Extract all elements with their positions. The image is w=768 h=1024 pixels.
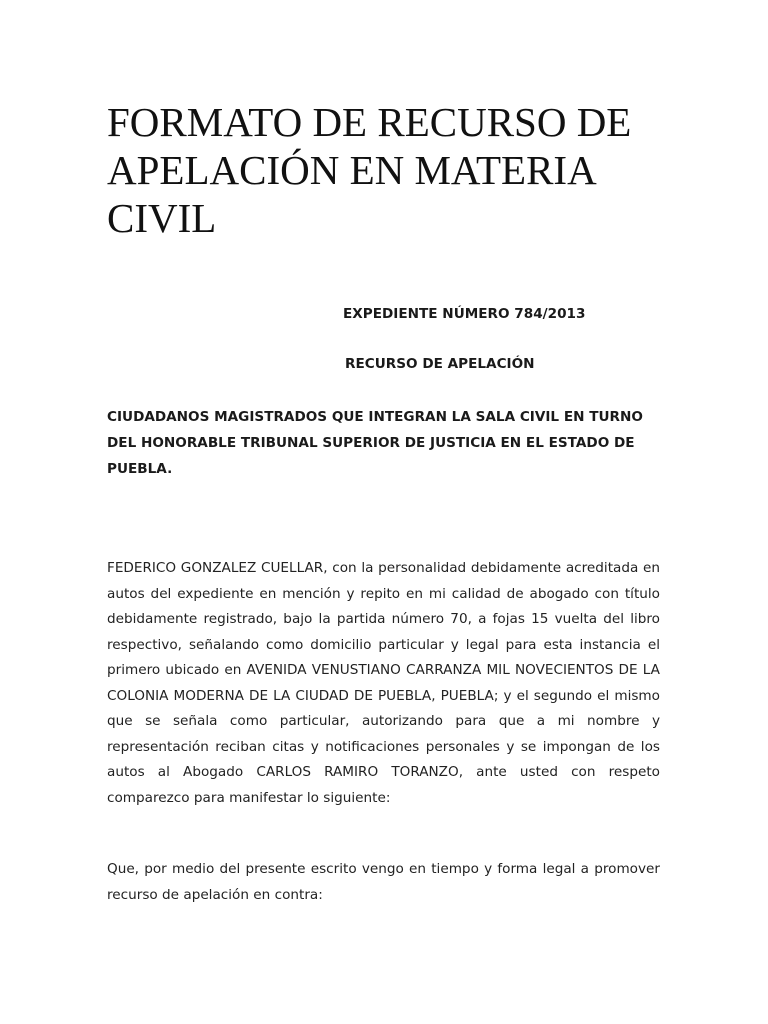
- addressee-paragraph: CIUDADANOS MAGISTRADOS QUE INTEGRAN LA SALA CIVIL EN TURNO DEL HONORABLE TRIBUNAL SUPERIOR DE JUSTICIA EN EL ESTADO DE PUEBLA.: [107, 409, 643, 477]
- expediente-number: EXPEDIENTE NÚMERO 784/2013: [343, 306, 586, 322]
- document-title: FORMATO DE RECURSO DE APELACIÓN EN MATERIA CIVIL: [107, 99, 632, 241]
- body-paragraph-1: FEDERICO GONZALEZ CUELLAR, con la personalidad debidamente acreditada en autos del expediente en mención y repito en mi calidad de abogado con título debidamente registrado, bajo la partida número 70, a fojas 15 vuelta del libro respectivo, señalando como domicilio particular y legal para esta instancia el primero ubicado en AVENIDA VENUSTIANO CARRANZA MIL NOVECIENTOS DE LA COLONIA MODERNA DE LA CIUDAD DE PUEBLA, PUEBLA; y el segundo el mismo que se señala como particular, autorizando para que a mi nombre y representación reciban citas y notificaciones personales y se impongan de los autos al Abogado CARLOS RAMIRO TORANZO, ante usted con respeto comparezco para manifestar lo siguiente:: [107, 560, 660, 806]
- body-paragraph-2: Que, por medio del presente escrito vengo en tiempo y forma legal a promover recurso de apelación en contra:: [107, 861, 660, 903]
- recurso-heading: RECURSO DE APELACIÓN: [345, 356, 535, 372]
